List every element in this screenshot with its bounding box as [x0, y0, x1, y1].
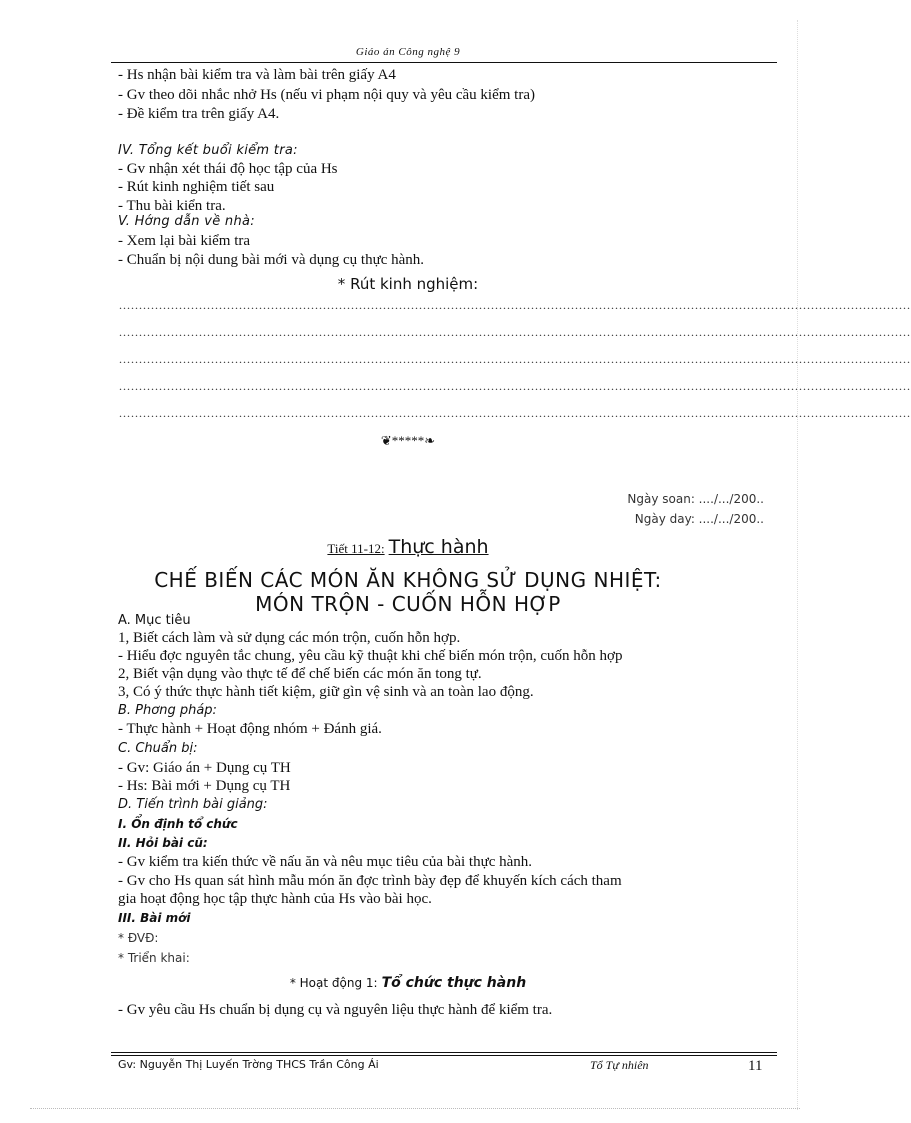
dotted-line: ...................................................................................................................................................................................................... — [119, 325, 911, 339]
activity-heading — [0, 974, 816, 992]
text-line: - Gv: Giáo án + Dụng cụ TH — [118, 760, 291, 776]
footer-rule — [111, 1055, 777, 1056]
period-label: Tiết 11-12: — [327, 541, 385, 556]
text-line: - Chuẩn bị nội dung bài mới và dụng cụ thực hành. — [118, 252, 425, 268]
header-title: Giáo án Công nghệ 9 — [355, 46, 461, 58]
text-line: 3, Có ý thức thực hành tiết kiệm, giữ gìn vệ sinh và an toàn lao động. — [118, 684, 534, 700]
heading-d2: II. Hỏi bài cũ: — [118, 836, 208, 850]
text-line: - Rút kinh nghiệm tiết sau — [118, 179, 275, 195]
text-line: - Xem lại bài kiểm tra — [118, 233, 251, 249]
heading-v: V. Hớng dẫn về nhà: — [118, 214, 255, 229]
heading-iv: IV. Tổng kết buổi kiểm tra: — [118, 143, 298, 158]
activity-prefix: * Hoạt động 1: — [289, 976, 378, 990]
text-line: - Gv nhận xét thái độ học tập của Hs — [118, 161, 338, 177]
text-line: - Gv yêu cầu Hs chuẩn bị dụng cụ và nguyên liệu thực hành để kiểm tra. — [118, 1002, 553, 1018]
footer-rule — [111, 1052, 777, 1053]
text-line: - Thu bài kiển tra. — [118, 198, 226, 214]
dvd-label: * ĐVĐ: — [118, 931, 159, 945]
lesson-title-line1: CHẾ BIẾN CÁC MÓN ĂN KHÔNG SỬ DỤNG NHIỆT: — [154, 568, 662, 592]
page-number: 11 — [748, 1058, 763, 1074]
text-line: - Gv cho Hs quan sát hình mẫu món ăn đợc trình bày đẹp để khuyến kích cách tham — [118, 873, 622, 889]
text-line: - Đề kiểm tra trên giấy A4. — [118, 106, 280, 122]
page-edge — [797, 20, 798, 1110]
text-line: gia hoạt động học tập thực hành của Hs vào bài học. — [118, 891, 432, 907]
text-line: - Gv theo dõi nhắc nhở Hs (nếu vi phạm nội quy và yêu cầu kiểm tra) — [118, 87, 535, 103]
page-edge — [30, 1108, 800, 1109]
heading-d1: I. Ổn định tổ chức — [118, 817, 238, 831]
dotted-line: ...................................................................................................................................................................................................... — [119, 379, 911, 393]
date-taught: Ngày day: ..../.../200.. — [634, 512, 764, 526]
footer-group: Tổ Tự nhiên — [590, 1058, 649, 1072]
text-line: - Hs: Bài mới + Dụng cụ TH — [118, 778, 291, 794]
lesson-title-line2: MÓN TRỘN - CUỐN HỖN HỢP — [255, 592, 561, 616]
text-line: - Thực hành + Hoạt động nhóm + Đánh giá. — [118, 721, 382, 737]
heading-c: C. Chuẩn bị: — [118, 741, 198, 756]
heading-d3: III. Bài mới — [118, 911, 191, 925]
activity-title: Tổ chức thực hành — [381, 975, 527, 991]
period-title: Thực hành — [388, 536, 489, 558]
dotted-line: ...................................................................................................................................................................................................... — [119, 352, 911, 366]
experience-title: * Rút kinh nghiệm: — [337, 275, 479, 293]
text-line: 2, Biết vận dụng vào thực tế để chế biến các món ăn tong tự. — [118, 666, 482, 682]
heading-a: A. Mục tiêu — [118, 613, 191, 628]
ornament-divider: ❦*****❧ — [380, 433, 436, 448]
footer-teacher: Gv: Nguyễn Thị Luyến Trờng THCS Trần Công Ái — [118, 1058, 379, 1071]
header-rule — [111, 62, 777, 63]
text-line: 1, Biết cách làm và sử dụng các món trộn, cuốn hỗn hợp. — [118, 630, 461, 646]
dotted-line: ...................................................................................................................................................................................................... — [119, 406, 911, 420]
trien-khai-label: * Triển khai: — [118, 951, 190, 965]
lesson-period — [0, 536, 816, 558]
heading-b: B. Phơng pháp: — [118, 703, 217, 718]
dotted-line: ...................................................................................................................................................................................................... — [119, 298, 911, 312]
text-line: - Hs nhận bài kiểm tra và làm bài trên giấy A4 — [118, 67, 396, 83]
date-prepared: Ngày soan: ..../.../200.. — [627, 492, 764, 506]
text-line: - Hiểu đợc nguyên tắc chung, yêu cầu kỹ thuật khi chế biến món trộn, cuốn hỗn hợp — [118, 648, 623, 664]
heading-d: D. Tiến trình bài giảng: — [118, 797, 268, 812]
text-line: - Gv kiểm tra kiến thức về nấu ăn và nêu mục tiêu của bài thực hành. — [118, 854, 533, 870]
